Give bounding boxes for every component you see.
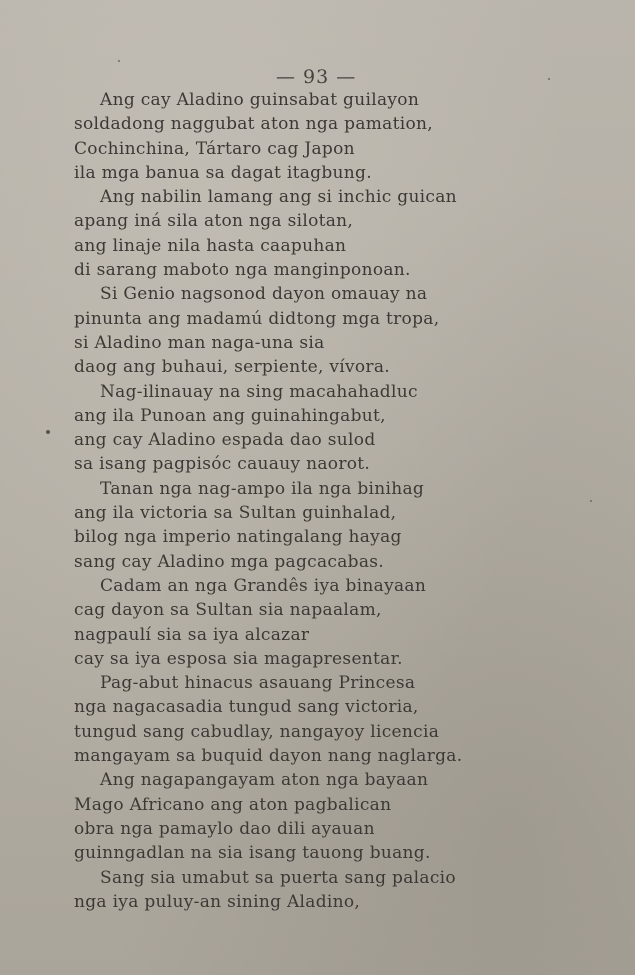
text-line: Ang nabilin lamang ang si inchic guican: [100, 187, 457, 208]
text-line: nagpaulí sia sa iya alcazar: [74, 624, 310, 645]
text-line: Mago Africano ang aton pagbalican: [74, 794, 392, 815]
text-line: guinngadlan na sia isang tauong buang.: [74, 843, 431, 864]
paper-speck: [548, 78, 550, 80]
text-line: tungud sang cabudlay, nangayoy licencia: [74, 721, 440, 742]
text-line: obra nga pamaylo dao dili ayauan: [74, 818, 375, 839]
text-line: ang ila victoria sa Sultan guinhalad,: [74, 503, 397, 524]
text-line: Ang cay Aladino guinsabat guilayon: [100, 90, 420, 110]
text-line: Si Genio nagsonod dayon omauay na: [100, 284, 428, 305]
text-line: Cochinchina, Tártaro cag Japon: [74, 138, 355, 159]
margin-dot-mark: [46, 430, 50, 434]
text-line: daog ang buhaui, serpiente, vívora.: [74, 357, 391, 378]
text-line: sang cay Aladino mga pagcacabas.: [74, 551, 385, 572]
text-line: ila mga banua sa dagat itagbung.: [74, 162, 372, 183]
text-line: Pag-abut hinacus asauang Princesa: [100, 673, 416, 694]
text-line: apang iná sila aton nga silotan,: [74, 211, 354, 232]
poem-text-block: [74, 88, 594, 914]
text-line: nga nagacasadia tungud sang victoria,: [74, 697, 419, 718]
text-line: ang linaje nila hasta caapuhan: [74, 235, 347, 256]
text-line: ang cay Aladino espada dao sulod: [74, 430, 376, 451]
text-line: si Aladino man naga-una sia: [74, 332, 325, 353]
text-line: di sarang maboto nga manginponoan.: [74, 260, 411, 281]
text-line: pinunta ang madamú didtong mga tropa,: [74, 308, 440, 329]
text-line: sa isang pagpisóc cauauy naorot.: [74, 454, 371, 475]
text-line: nga iya puluy-an sining Aladino,: [74, 891, 361, 912]
text-line: Sang sia umabut sa puerta sang palacio: [100, 867, 456, 888]
text-line: Tanan nga nag-ampo ila nga binihag: [100, 478, 425, 499]
text-line: Cadam an nga Grandês iya binayaan: [100, 575, 427, 596]
text-line: cag dayon sa Sultan sia napaalam,: [74, 600, 382, 621]
text-line: soldadong naggubat aton nga pamation,: [74, 114, 433, 135]
text-line: ang ila Punoan ang guinahingabut,: [74, 405, 386, 426]
text-line: mangayam sa buquid dayon nang naglarga.: [74, 746, 463, 767]
text-line: cay sa iya esposa sia magapresentar.: [74, 648, 403, 669]
text-line: Ang nagapangayam aton nga bayaan: [100, 770, 429, 791]
page-number: — 93 —: [276, 66, 357, 88]
paper-speck: [118, 60, 120, 62]
text-line: bilog nga imperio natingalang hayag: [74, 527, 402, 548]
text-line: Nag-ilinauay na sing macahahadluc: [100, 381, 418, 402]
